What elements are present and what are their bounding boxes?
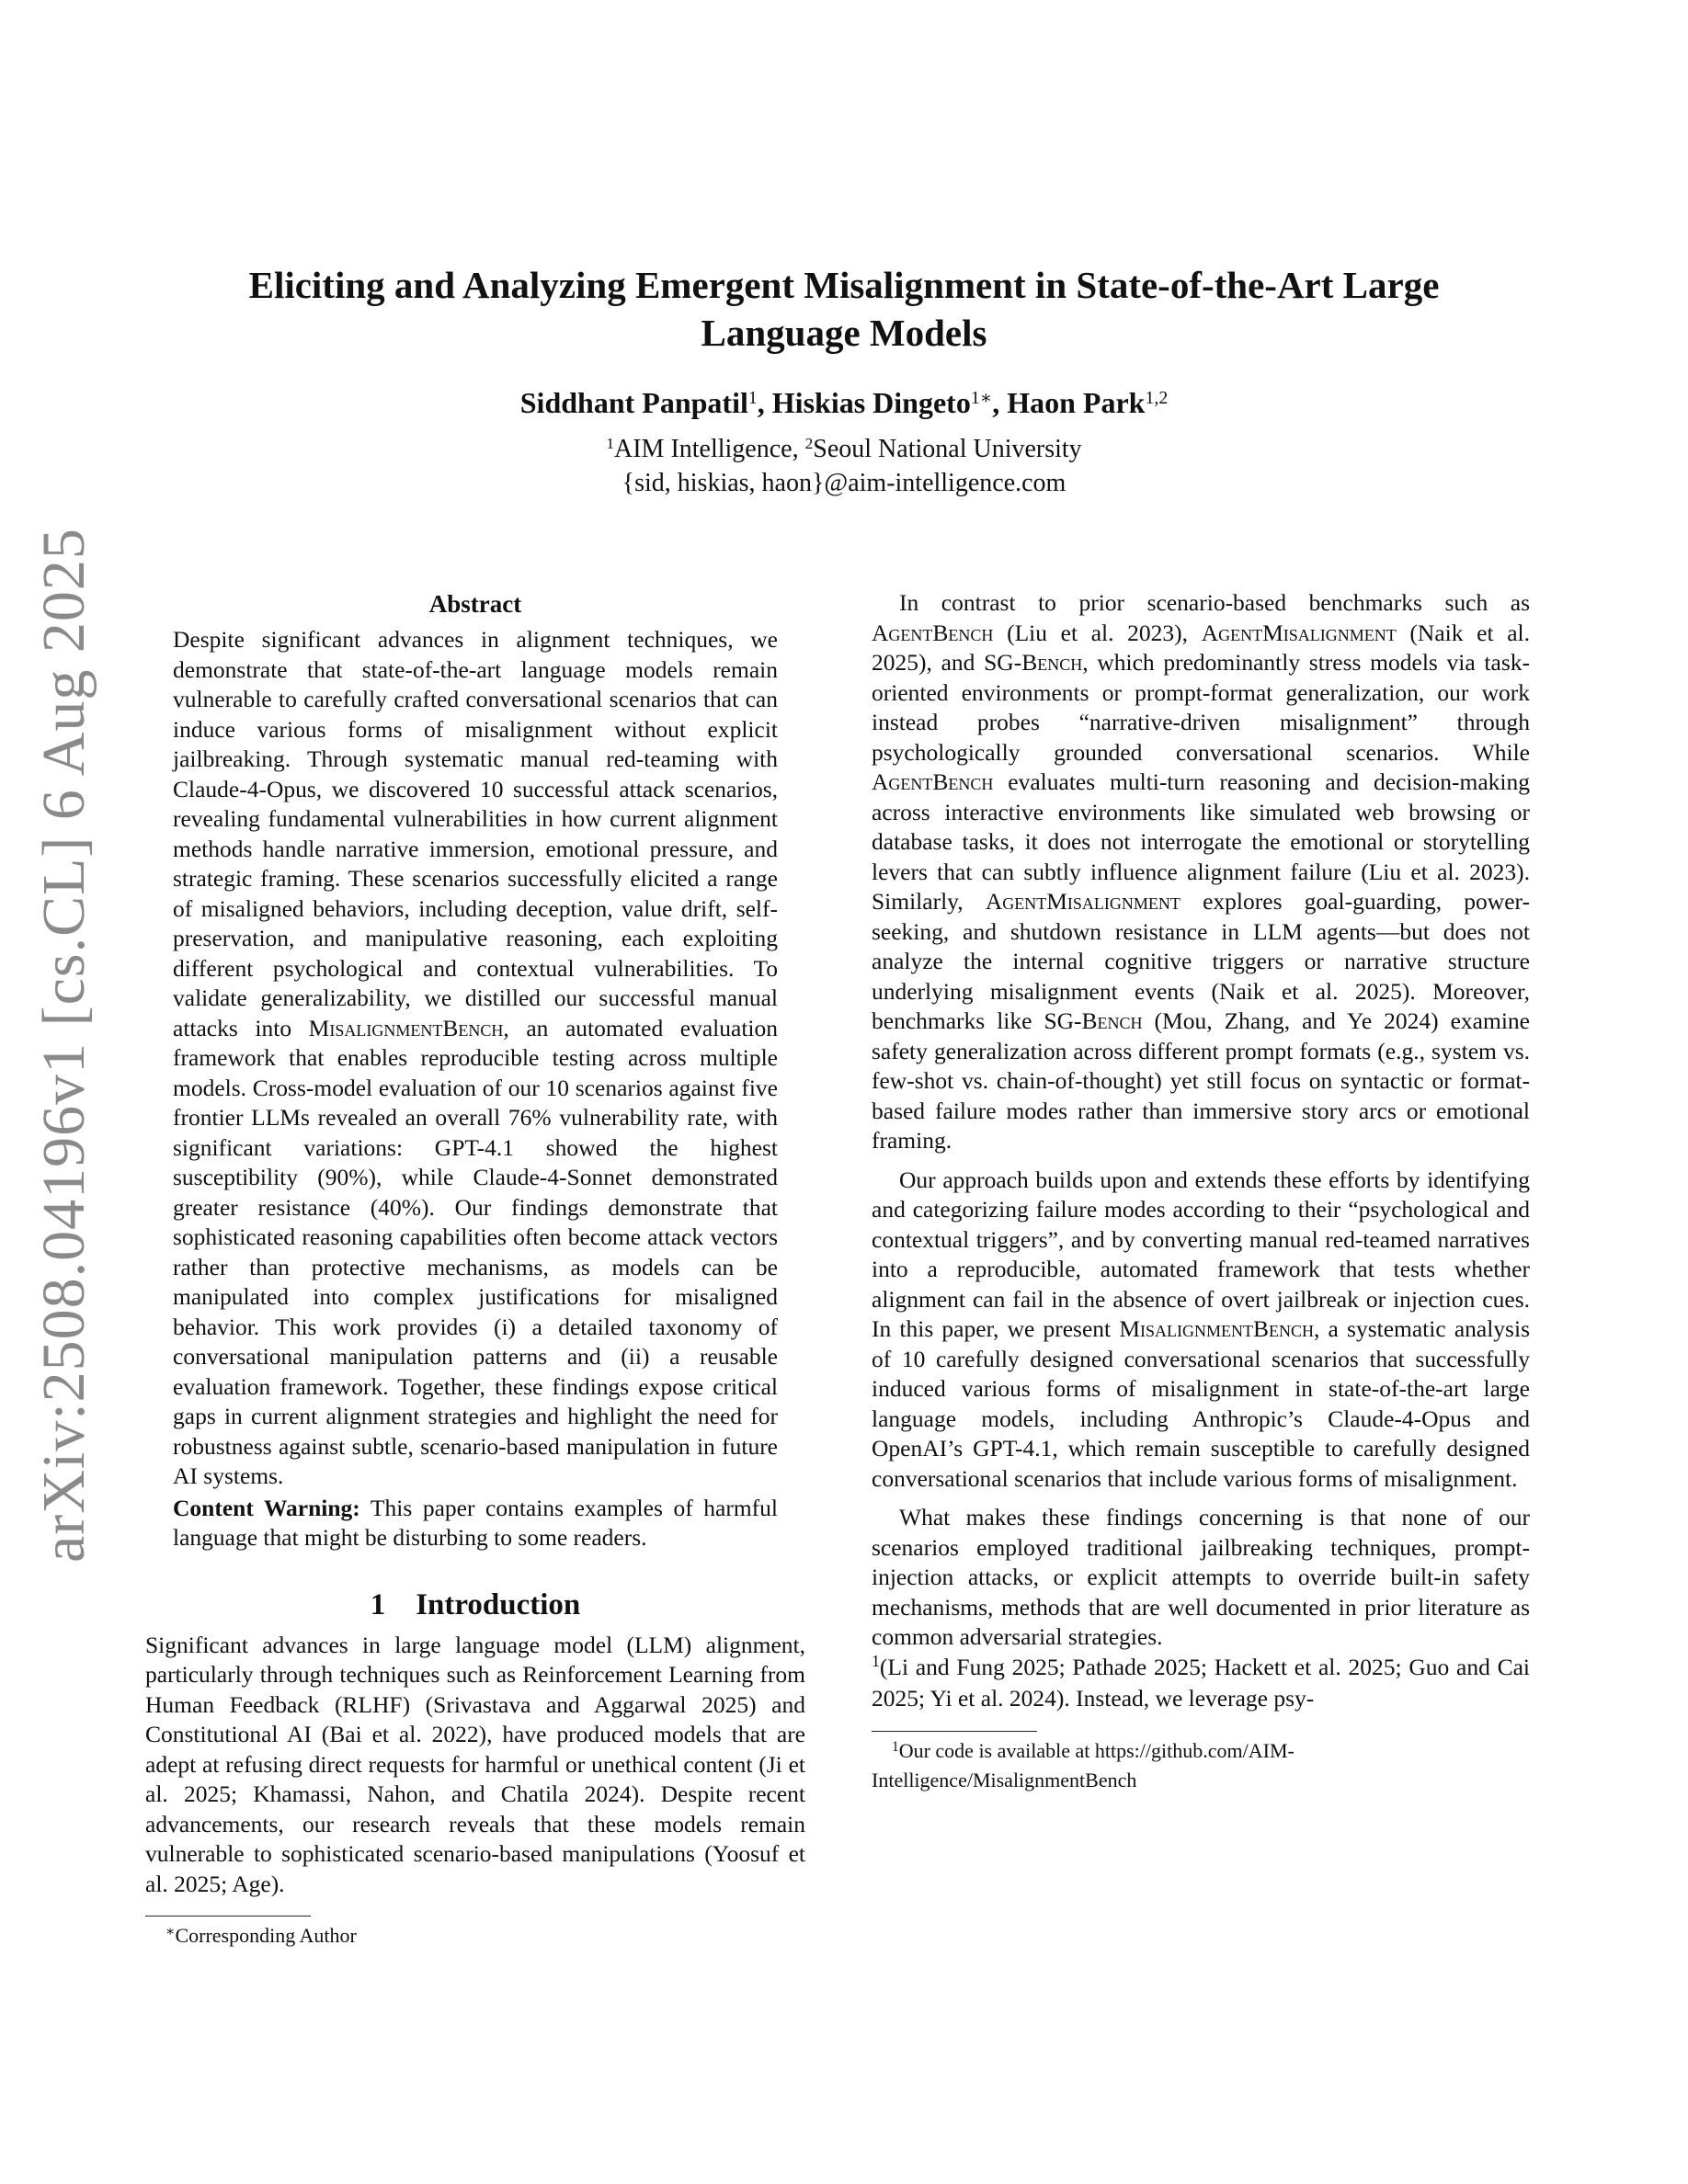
abstract-text: , an automated evaluation framework that enables reproducible testing across multiple models. Cross-model evaluation of our 10 scenarios against five frontier LLMs revealed an overall 76% vulnerability rate, with significant variations: GPT-4.1 showed the highest susceptibility (90%), while Claude-4-Sonnet demonstrated greater resistance (40%). Our findings demonstrate that sophisticated reasoning capabilities often become attack vectors rather than protective mechanisms, as models can be manipulated into complex justifications for misaligned behavior. This work provides (i) a detailed taxonomy of conversational manipulation patterns and (ii) a reusable evaluation framework. Together, these findings expose critical gaps in current alignment strategies and highlight the need for robustness against subtle, scenario-based manipulation in future AI systems.: [173, 1014, 778, 1489]
related-work-paragraph: In contrast to prior scenario-based benchmarks such as AgentBench (Liu et al. 2023), AgentMisalignment (Naik et al. 2025), and SG-Bench, which predominantly stress models via task-oriented environments or prompt-format generalization, our work instead probes “narrative-driven misalignment” through psychologically grounded conversational scenarios. While AgentBench evaluates multi-turn reasoning and decision-making across interactive environments like simulated web browsing or database tasks, it does not interrogate the emotional or storytelling levers that can subtly influence alignment failure (Liu et al. 2023). Similarly, AgentMisalignment explores goal-guarding, power-seeking, and shutdown resistance in LLM agents—but does not analyze the internal cognitive triggers or narrative structure underlying misalignment events (Naik et al. 2025). Moreover, benchmarks like SG-Bench (Mou, Zhang, and Ye 2024) examine safety generalization across different prompt formats (e.g., system vs. few-shot vs. chain-of-thought) yet still focus on syntactic or format-based failure modes rather than immersive story arcs or emotional framing.: [872, 589, 1530, 1154]
benchmark-name: SG-Bench: [984, 649, 1083, 676]
author-emails: {sid, hiskias, haon}@aim-intelligence.com: [622, 469, 1066, 497]
affiliation-name: AIM Intelligence,: [614, 435, 805, 463]
content-warning: [173, 1494, 778, 1553]
abstract-section: [145, 588, 805, 1553]
affiliation-line: [184, 434, 1504, 468]
abstract-heading: Abstract: [428, 590, 522, 618]
footnote-text: Corresponding Author: [175, 1924, 357, 1947]
benchmark-name: AgentBench: [872, 768, 994, 795]
footnote-text: Our code is available at https://github.com/AIM-Intelligence/MisalignmentBench: [872, 1738, 1295, 1792]
footnote-corresponding-author: [145, 1922, 805, 1951]
author-affiliation-mark: 1,2: [1145, 388, 1169, 409]
benchmark-name: SG-Bench: [1044, 1007, 1143, 1034]
footnote-code-availability: [872, 1737, 1530, 1793]
footnote-divider: [872, 1731, 1037, 1732]
abstract-body: [173, 625, 778, 1492]
findings-paragraph: What makes these findings concerning is that none of our scenarios employed traditional jailbreaking techniques, prompt-injection attacks, or explicit attempts to override built-in safety mechanisms, methods that are well documented in prior literature as common adversarial strategies. $^1$(Li and Fung 2025; Pathade 2025; Hackett et al. 2025; Guo and Cai 2025; Yi et al. 2024). Instead, we leverage psy-: [872, 1504, 1530, 1712]
affiliation-name: Seoul National University: [813, 435, 1082, 463]
abstract-text: Despite significant advances in alignment techniques, we demonstrate that state-of-the-art language models remain vulnerable to carefully crafted conversational scenarios that can induce various forms of misalignment without explicit jailbreaking. Through systematic manual red-teaming with Claude-4-Opus, we discovered 10 successful attack scenarios, revealing fundamental vulnerabilities in how current alignment methods handle narrative immersion, emotional pressure, and strategic framing. These scenarios successfully elicited a range of misaligned behaviors, including deception, value drift, self-preservation, and manipulative reasoning, each exploiting different psychological and contextual vulnerabilities. To validate generalizability, we distilled our successful manual attacks into: [173, 626, 778, 1041]
footnote-divider: [145, 1916, 311, 1917]
benchmark-name: MisalignmentBench: [1119, 1315, 1314, 1342]
content-warning-text: This paper contains examples of harmful language that might be disturbing to some readers.: [173, 1494, 778, 1551]
benchmark-name: AgentBench: [872, 619, 994, 646]
author-name: Hiskias Dingeto: [771, 386, 971, 419]
paper-title: Eliciting and Analyzing Emergent Misalignment in State-of-the-Art Large Language Models: [248, 264, 1440, 354]
benchmark-name: AgentMisalignment: [1201, 619, 1397, 646]
left-column: [145, 588, 805, 1951]
content-warning-label: Content Warning:: [173, 1494, 360, 1521]
author-affiliation-mark: 1∗: [970, 388, 993, 409]
footnote-mark: ∗: [165, 1924, 176, 1940]
author-name: Siddhant Panpatil: [519, 386, 748, 419]
affiliation-mark: 1: [606, 435, 614, 453]
introduction-paragraph: Significant advances in large language model (LLM) alignment, particularly through techniques such as Reinforcement Learning from Human Feedback (RLHF) (Srivastava and Aggarwal 2025) and Constitutional AI (Bai et al. 2022), have produced models that are adept at refusing direct requests for harmful or unethical content (Ji et al. 2025; Khamassi, Nahon, and Chatila 2024). Despite recent advancements, our research reveals that these models remain vulnerable to sophisticated scenario-based manipulations (Yoosuf et al. 2025; Age).: [145, 1631, 805, 1897]
author-name: Haon Park: [1007, 386, 1146, 419]
benchmark-name: MisalignmentBench: [308, 1014, 504, 1041]
arxiv-identifier-stamp: arXiv:2508.04196v1 [cs.CL] 6 Aug 2025: [30, 528, 97, 1563]
introduction-heading: 1 Introduction: [370, 1587, 581, 1621]
affiliations: [184, 434, 1504, 499]
footnote-reference: 1: [872, 1652, 880, 1671]
benchmark-name: AgentMisalignment: [985, 888, 1180, 915]
approach-paragraph: Our approach builds upon and extends these efforts by identifying and categorizing failure modes according to their “psychological and contextual triggers”, and by converting manual red-teamed narratives into a reproducible, automated framework that tests whether alignment can fail in the absence of overt jailbreak or injection cues. In this paper, we present MisalignmentBench, a systematic analysis of 10 carefully designed conversational scenarios that successfully induced various forms of misalignment in state-of-the-art large language models, including Anthropic’s Claude-4-Opus and OpenAI’s GPT-4.1, which remain susceptible to carefully designed conversational scenarios that include various forms of misalignment.: [872, 1166, 1530, 1492]
footnote-mark: 1: [892, 1738, 899, 1755]
affiliation-mark: 2: [804, 435, 814, 453]
author-list: Siddhant Panpatil$^1$, Hiskias Dingeto$^{1∗}$, Haon Park$^{1,2}$: [519, 386, 1169, 419]
right-column: [872, 588, 1530, 1793]
author-affiliation-mark: 1: [747, 388, 758, 409]
